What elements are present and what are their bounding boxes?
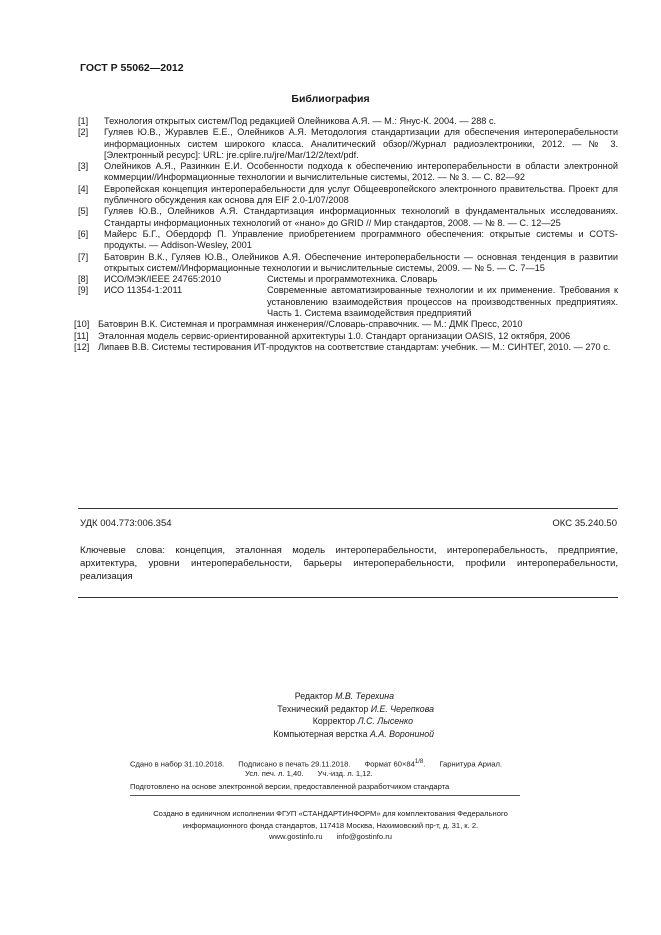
proofreader-line: Корректор Л.С. Лысенко <box>312 716 413 726</box>
layout-line: Компьютерная верстка А.А. Ворониной <box>273 728 434 739</box>
bib-entry: [12] Липаев В.В. Системы тестирования ИТ-продуктов на соответствие стандартам: учебник. — М.: СИНТЕГ, 2010. — 270 с. <box>74 341 611 352</box>
publisher-email[interactable]: info@gostinfo.ru <box>336 832 393 841</box>
prepared-note: Подготовлено на основе электронной версии, предоставленной разработчиком стандарта <box>130 782 450 791</box>
bib-standard-entry: [8] ИСО/МЭК/IEEE 24765:2010 Системы и программотехника. Словарь <box>78 274 438 285</box>
publisher-info: Создано в единичном исполнении ФГУП «СТАНДАРТИНФОРМ» для комплектования Федерального информационного фонда стандартов, 117418 Москва, Нахимовский пр-т, д. 31, к. 2. www.gostinfo.ru info@gostinfo.ru <box>153 809 508 841</box>
keywords: Ключевые слова: концепция, эталонная модель интероперабельности, интероперабельность, предприятие, архитектура, уровни интероперабельности, барьеры интероперабельности, профили интероперабельности, реализация <box>80 545 618 582</box>
bib-entry: [2] Гуляев Ю.В., Журавлев Е.Е., Олейников А.Я. Методология стандартизации для обеспечения интероперабельности информационных систем широкого класса. Аналитический обзор//Журнал радиоэлектроники, 2012. — № 3. [Электронный ресурс]: URL: jre.cplire.ru/jre/Mar/12/2/text/pdf. <box>78 127 618 160</box>
oks-code: ОКС 35.240.50 <box>552 518 617 529</box>
bib-entry: [11] Эталонная модель сервис-ориентированной архитектуры 1.0. Стандарт организации OASIS, 12 октября, 2006 <box>74 330 571 341</box>
staff-credits <box>0 690 661 740</box>
bib-entry: [3] Олейников А.Я., Разинкин Е.И. Особенности подхода к обеспечению интероперабельности в области электронной коммерции//Информационные технологии и вычислительные системы, 2012. — № 3. — С. 82—92 <box>78 161 618 183</box>
bib-standard-entry: [9] ИСО 11354-1:2011 Современные автоматизированные технологии и их применение. Требования к установлению взаимодействия процессов на производственных предприятиях. Часть 1. Система взаимодействия предприятий <box>78 285 618 319</box>
document-code: ГОСТ Р 55062—2012 <box>80 62 184 74</box>
sheet-counts: Усл. печ. л. 1,40. Уч.-изд. л. 1,12. <box>245 769 373 778</box>
bib-entry: [4] Европейская концепция интероперабельности для услуг Общеевропейского электронного правительства. Проект для публичного обсуждения как основа для EIF 2.0-1/07/2008 <box>78 183 618 206</box>
bibliography-list <box>74 116 618 353</box>
tech-editor-line: Технический редактор И.Е. Черепкова <box>277 703 434 714</box>
bib-entry: [10] Батоврин В.К. Системная и программная инженерия//Словарь-справочник. — М.: ДМК Пресс, 2010 <box>74 319 523 330</box>
editor-line: Редактор М.В. Терехина <box>294 691 394 701</box>
bib-entry: [7] Батоврин В.К., Гуляев Ю.В., Олейников А.Я. Обеспечение интероперабельности — основная тенденция в развитии открытых систем//Информационные технологии и вычислительные системы, 2009. — № 5. — С. 7—15 <box>78 251 618 273</box>
bib-entry: [5] Гуляев Ю.В., Олейников А.Я. Стандартизация информационных технологий в фундаментальных исследованиях. Стандарты информационных технологий от «нано» до GRID // Мир стандартов, 2008. — № 8. — С. 12—25 <box>78 206 618 228</box>
bib-entry: [1] Технология открытых систем/Под редакцией Олейникова А.Я. — М.: Янус-К. 2004. — 288 с. <box>78 116 497 126</box>
bib-entry: [6] Майерс Б.Г., Обердорф П. Управление приобретением программного обеспечения: открытые системы и COTS-продукты. — Addison-Wesley, 2001 <box>78 228 618 251</box>
udk-code: УДК 004.773:006.354 <box>80 518 172 529</box>
print-details: Сдано в набор 31.10.2018. Подписано в печать 29.11.2018. Формат $60\times 84^{1/8}$. Гарнитура Ариал. <box>130 759 503 769</box>
divider <box>78 508 618 509</box>
divider <box>78 597 618 598</box>
divider <box>130 795 520 796</box>
bibliography-title: Библиография <box>291 93 370 105</box>
publisher-website[interactable]: www.gostinfo.ru <box>268 832 323 841</box>
